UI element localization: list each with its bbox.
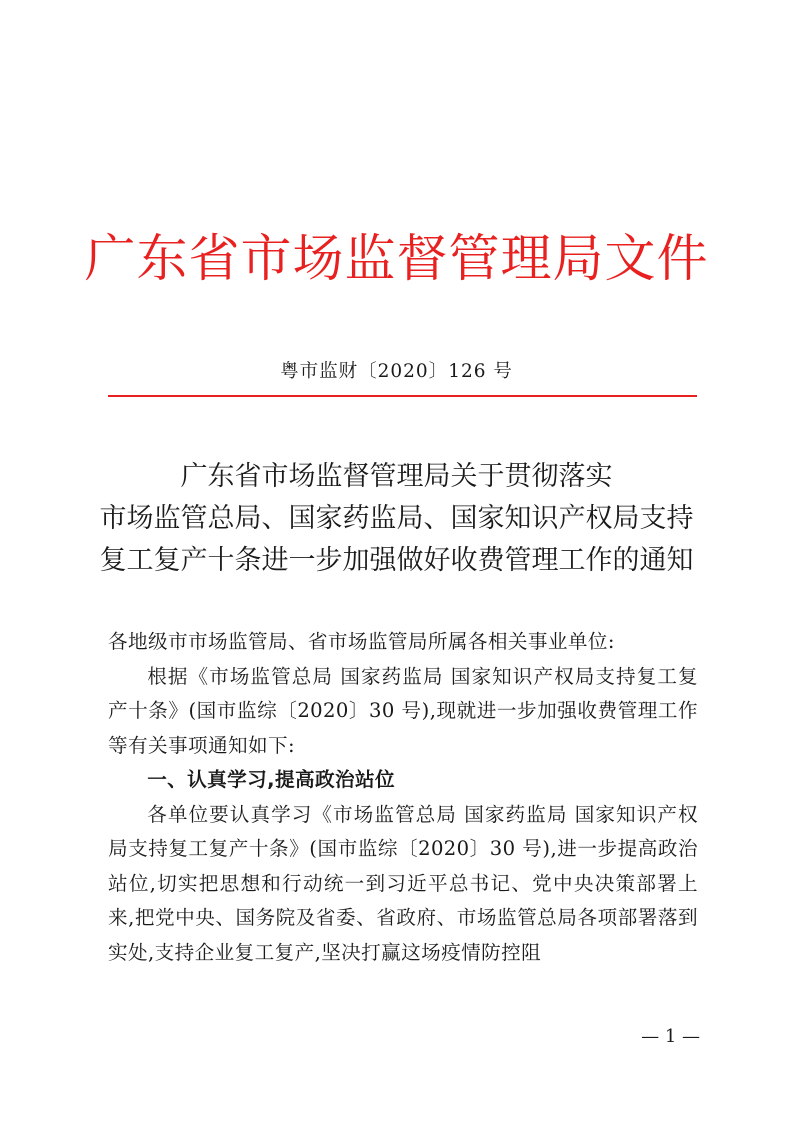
document-number: 粤市监财〔2020〕126 号 (280, 361, 513, 382)
section-heading: 一、认真学习,提高政治站位 (147, 768, 395, 791)
addressee: 各地级市市场监管局、省市场监管局所属各相关事业单位: (108, 630, 615, 653)
notice-title (0, 456, 793, 582)
document-body (108, 625, 698, 970)
page-number: — 1 — (641, 1026, 700, 1047)
body-paragraph: 根据《市场监管总局 国家药监局 国家知识产权局支持复工复产十条》(国市监综〔2020〕30 号),现就进一步加强收费管理工作等有关事项通知如下: (108, 664, 698, 757)
masthead-title: 广东省市场监督管理局文件 (84, 230, 709, 289)
title-line: 市场监管总局、国家药监局、国家知识产权局支持 (99, 503, 694, 534)
red-separator-line (108, 395, 697, 397)
section-paragraph: 各单位要认真学习《市场监管总局 国家药监局 国家知识产权局支持复工复产十条》(国市监综〔2020〕30 号),进一步提高政治站位,切实把思想和行动统一到习近平总书记、党中央决策部署上来,把党中央、国务院及省委、省政府、市场监管总局各项部署落到实处,支持企业复工复产,坚决打赢这场疫情防控阻 (108, 802, 698, 964)
title-line: 广东省市场监督管理局关于贯彻落实 (180, 461, 613, 492)
title-line: 复工复产十条进一步加强做好收费管理工作的通知 (99, 545, 694, 576)
